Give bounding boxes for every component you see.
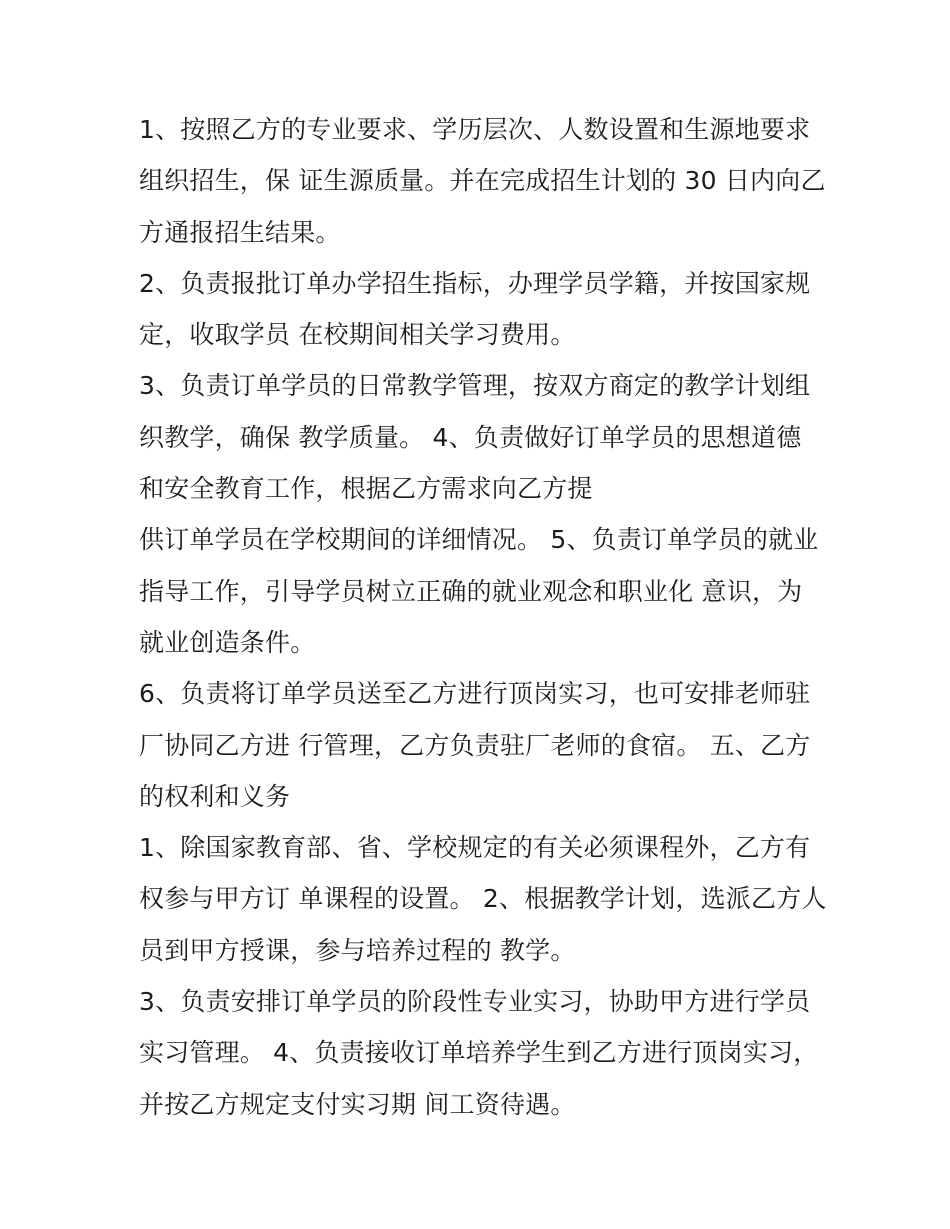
- text-line: 就业创造条件。: [139, 627, 316, 657]
- text-line: 织教学，确保 教学质量。 4、负责做好订单学员的思想道德: [139, 422, 802, 452]
- text-line: 和安全教育工作，根据乙方需求向乙方提: [139, 474, 593, 504]
- text-line: 3、负责订单学员的日常教学管理，按双方商定的教学计划组: [139, 371, 811, 401]
- text-line: 实习管理。 4、负责接收订单培养学生到乙方进行顶岗实习，: [139, 1038, 819, 1068]
- text-line: 员到甲方授课，参与培养过程的 教学。: [139, 935, 576, 965]
- text-line: 的权利和义务: [139, 781, 291, 811]
- text-line: 权参与甲方订 单课程的设置。 2、根据教学计划，选派乙方人: [139, 884, 827, 914]
- text-line: 方通报招生结果。: [139, 217, 341, 247]
- text-line: 6、负责将订单学员送至乙方进行顶岗实习，也可安排老师驻: [139, 679, 811, 709]
- text-line: 组织招生，保 证生源质量。并在完成招生计划的 30 日内向乙: [139, 166, 826, 196]
- document-body: [139, 104, 829, 1130]
- text-line: 并按乙方规定支付实习期 间工资待遇。: [139, 1089, 576, 1119]
- text-line: 3、负责安排订单学员的阶段性专业实习，协助甲方进行学员: [139, 987, 811, 1017]
- text-line: 1、除国家教育部、省、学校规定的有关必须课程外，乙方有: [139, 833, 811, 863]
- text-line: 指导工作，引导学员树立正确的就业观念和职业化 意识，为: [139, 576, 803, 606]
- text-line: 1、按照乙方的专业要求、学历层次、人数设置和生源地要求: [139, 115, 811, 144]
- text-line: 2、负责报批订单办学招生指标，办理学员学籍，并按国家规: [139, 268, 811, 298]
- text-line: 厂协同乙方进 行管理，乙方负责驻厂老师的食宿。 五、乙方: [139, 730, 811, 760]
- text-line: 供订单学员在学校期间的详细情况。 5、负责订单学员的就业: [139, 525, 819, 555]
- text-line: 定，收取学员 在校期间相关学习费用。: [139, 320, 576, 350]
